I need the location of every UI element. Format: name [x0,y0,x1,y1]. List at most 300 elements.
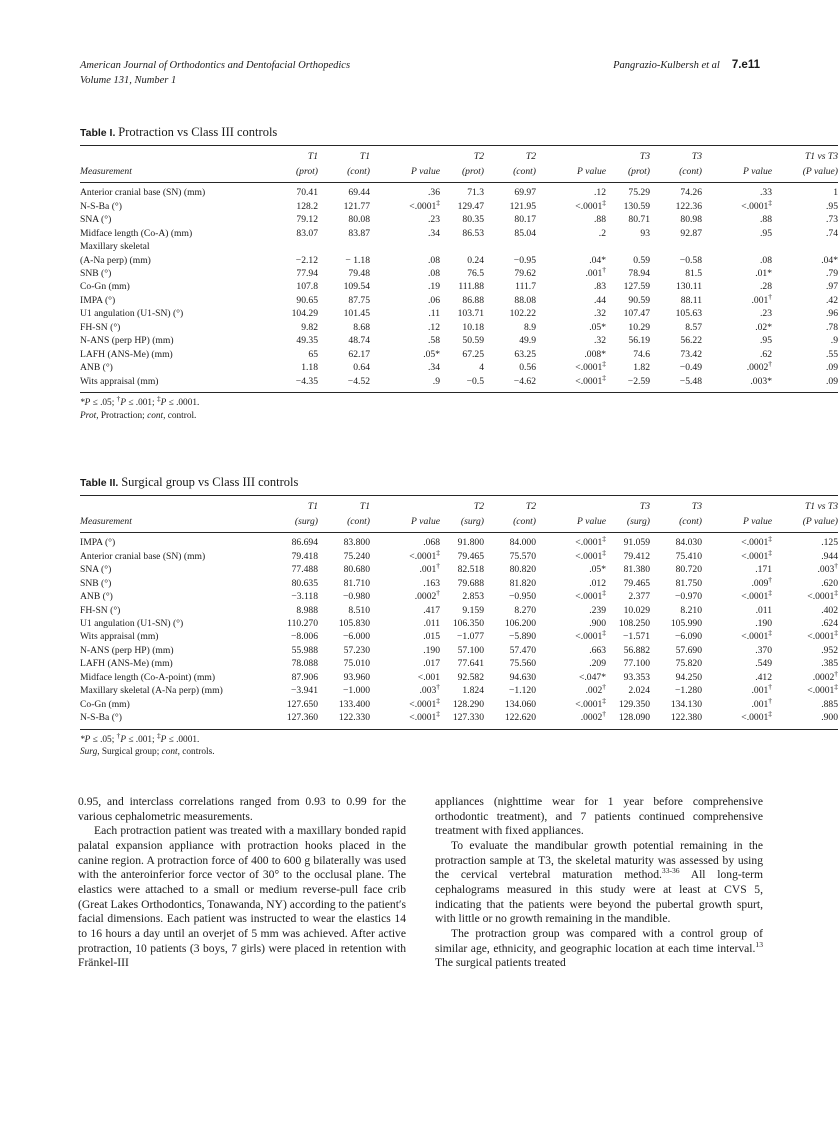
measurement-label: U1 angulation (U1-SN) (°) [80,618,184,629]
measurement-label: Wits appraisal (mm) [80,631,159,643]
table-1-head-t3cont-top: T3 [664,146,716,166]
cell-value: 10.29 [628,321,650,333]
cell-value: .068 [423,537,440,549]
journal-name: American Journal of Orthodontics and Dentofacial Orthopedics [80,60,351,71]
cell-value: .001† [419,560,440,576]
cell-value: 80.98 [680,214,702,226]
cell-value: 56.22 [680,335,702,347]
cell-value: 109.54 [343,281,370,293]
cell-value: .04* [589,254,606,266]
table-row [80,658,838,671]
cell-value: .2 [598,227,606,239]
cell-value: .19 [428,281,440,293]
table-2-head-measurement: Measurement [80,516,280,533]
table-row [80,698,838,711]
measurement-label: N-S-Ba (°) [80,200,122,212]
cell-value: <.0001‡ [409,547,440,562]
cell-value: −0.980 [343,591,370,603]
cell-value: 74.26 [680,187,702,199]
cell-value: .0002† [812,668,838,683]
cell-value: <.0001‡ [807,587,838,603]
cell-value: .01* [755,268,772,279]
cell-value: −2.59 [612,375,664,393]
table-2-head-blank [80,496,280,516]
cell-value: 75.570 [509,550,536,562]
cell-value: <.0001‡ [575,534,606,549]
cell-value: .900 [778,712,838,730]
cell-value [716,241,778,254]
cell-value: .003† [817,560,838,576]
cell-value [778,241,838,254]
cell-value: 91.800 [457,537,484,549]
cell-value: 9.82 [301,321,318,333]
cell-value: 94.250 [675,671,702,683]
cell-value [550,241,612,254]
cell-value: 102.22 [509,308,536,320]
paragraph-appliances: appliances (nighttime wear for 1 year before comprehensive orthodontic treatment), and 7 patients continued comprehensive treatment with fixed appliances. [435,795,763,838]
cell-value: 81.710 [343,577,370,589]
cell-value: 127.330 [446,712,498,730]
cell-value: 85.04 [514,227,536,239]
cell-value: <.0001‡ [741,628,772,643]
table-row [80,268,838,281]
cell-value: .001† [751,695,772,710]
running-head [80,58,760,88]
table-1-head-p2: P value [550,166,612,183]
cell-value: .32 [594,335,606,347]
cell-value: 88.11 [680,294,702,306]
cell-value: 111.7 [515,281,536,293]
cell-value: −4.62 [498,375,550,393]
cell-value: 75.820 [675,658,702,670]
cell-value: <.0001‡ [550,375,612,393]
cell-value: <.047* [579,671,606,683]
measurement-label: ANB (°) [80,591,113,603]
cell-value: <.0001‡ [575,628,606,643]
cell-value: 93 [640,227,650,239]
table-row [80,183,838,201]
cell-value: 106.350 [452,618,484,629]
cell-value: .190 [755,618,772,629]
cell-value: .9 [384,375,446,393]
cell-value: 69.44 [348,187,370,199]
cell-value: .55 [826,348,838,360]
table-2-head-t1vst3-sub: (P value) [778,516,838,533]
cell-value: .95 [826,200,838,212]
cell-value: .663 [589,644,606,656]
cell-value: 49.35 [296,335,318,347]
cell-value: 133.400 [338,698,370,710]
cell-value: <.0001‡ [575,695,606,710]
cell-value: 8.68 [353,321,370,333]
table-row [80,254,838,267]
cell-value: .12 [594,187,606,199]
measurement-label: Anterior cranial base (SN) (mm) [80,550,206,562]
cell-value: 121.95 [509,200,536,212]
citation-33-36: 33-36 [661,866,680,876]
paragraph-control-group [435,927,763,971]
cell-value: 0.56 [519,362,536,374]
table-row [80,241,838,254]
cell-value: 91.059 [623,537,650,549]
table-2-head-t2cont-top: T2 [498,496,550,516]
cell-value: .58 [428,335,440,347]
cell-value: 73.42 [680,348,702,360]
measurement-label: FH-SN (°) [80,321,121,333]
volume-issue: Volume 131, Number 1 [80,75,177,86]
table-row [80,712,838,730]
cell-value: 0.59 [633,254,650,266]
cell-value: 81.820 [509,577,536,589]
cell-value: .017 [423,658,440,670]
cell-value: 67.25 [462,348,484,360]
cell-value: .44 [594,294,606,306]
cell-value: .05* [589,321,606,333]
cell-value: 86.88 [462,294,484,306]
paragraph-continuation: 0.95, and interclass correlations ranged from 0.93 to 0.99 for the various cephalometric measurements. [78,795,406,823]
table-1-head-t3prot-sub: (prot) [612,166,664,183]
cell-value: 86.53 [462,227,484,239]
measurement-label: Co-Gn (mm) [80,698,130,710]
table-row [80,591,838,604]
measurement-label: Midface length (Co-A-point) (mm) [80,671,216,683]
cell-value: .09 [826,362,838,374]
cell-value: −1.077 [457,631,484,643]
table-1-body [80,183,838,393]
cell-value: <.0001‡ [575,359,606,374]
cell-value: .28 [760,281,772,293]
cell-value: .0002† [414,587,440,603]
table-2 [80,495,838,730]
cell-value: 8.988 [296,604,318,616]
cell-value: .9 [830,335,838,347]
cell-value: 80.720 [675,564,702,576]
cell-value: 121.77 [343,200,370,212]
cell-value: 80.35 [462,214,484,226]
cell-value: 129.350 [618,698,650,710]
body-left-column [78,795,406,971]
citation-13: 13 [755,939,763,949]
cell-value: 0.24 [467,254,484,266]
table-2-head-t1cont-top: T1 [332,496,384,516]
cell-value: 105.63 [675,308,702,320]
cell-value: 1 [833,187,838,199]
cell-value: <.0001‡ [807,628,838,643]
sentence-maturity-a: To evaluate the mandibular growth potential remaining in the protraction sample at T3, the skeletal maturity was assessed by using the cervical vertebral maturation method. [435,838,763,882]
table-1-head-p2-top [550,146,612,166]
cell-value: −4.35 [280,375,332,393]
cell-value: 127.650 [286,698,318,710]
cell-value [664,241,716,254]
table-row [80,308,838,321]
table-1-head-t1cont-sub: (cont) [332,166,384,183]
cell-value: 122.36 [675,200,702,212]
cell-value: 8.210 [680,604,702,616]
cell-value: 79.12 [296,214,318,226]
cell-value: 79.465 [457,550,484,562]
cell-value: −0.95 [513,254,536,266]
table-1-head-blank [80,146,280,166]
sentence-control-a: The protraction group was compared with a control group of similar age, ethnicity, and geographic location at each time interval. [435,926,763,955]
cell-value: 50.59 [462,335,484,347]
cell-value: .95 [760,227,772,239]
table-2-label: Table II. [80,477,119,489]
table-1-head-t3cont-sub: (cont) [664,166,716,183]
cell-value: .08 [428,268,440,279]
cell-value: .23 [428,214,440,226]
table-1-head-t1vst3-sub: (P value) [778,166,838,183]
cell-value: 105.990 [670,618,702,629]
cell-value: −6.090 [675,631,702,643]
cell-value: 101.45 [343,308,370,320]
cell-value: 80.71 [628,214,650,226]
measurement-label: Maxillary skeletal (A-Na perp) (mm) [80,685,223,697]
cell-value: .04* [821,254,838,266]
cell-value: 127.360 [280,712,332,730]
cell-value: − 1.18 [345,254,370,266]
cell-value: 1.18 [301,362,318,374]
cell-value: <.0001‡ [807,682,838,697]
cell-value: .402 [821,604,838,616]
cell-value: .001† [585,264,606,279]
table-row [80,577,838,590]
cell-value: .900 [589,618,606,629]
cell-value: 63.25 [514,348,536,360]
table-row [80,685,838,698]
cell-value: 90.59 [628,294,650,306]
cell-value: .36 [428,187,440,199]
cell-value: 105.830 [338,618,370,629]
cell-value: 8.510 [348,604,370,616]
cell-value: 79.48 [348,268,370,279]
cell-value: 75.560 [509,658,536,670]
cell-value: .05* [423,348,440,360]
table-row [80,604,838,617]
cell-value: .97 [826,281,838,293]
table-1-head-t2prot-top: T2 [446,146,498,166]
table-2-head-t3cont-sub: (cont) [664,516,716,533]
table-1-head-p1: P value [384,166,446,183]
cell-value: 10.029 [623,604,650,616]
table-row [80,200,838,213]
cell-value: 77.641 [457,658,484,670]
cell-value: 93.353 [623,671,650,683]
cell-value: .012 [589,577,606,589]
cell-value: 79.465 [623,577,650,589]
cell-value: 92.582 [457,671,484,683]
cell-value: .34 [428,227,440,239]
cell-value: 83.07 [296,227,318,239]
cell-value: −0.58 [679,254,702,266]
cell-value: 80.08 [348,214,370,226]
cell-value: 129.47 [457,200,484,212]
table-row [80,362,838,375]
measurement-label: N-ANS (perp HP) (mm) [80,335,174,347]
cell-value: 65 [308,348,318,360]
cell-value: 0.64 [353,362,370,374]
cell-value: 79.688 [457,577,484,589]
table-1-notes [80,393,760,422]
cell-value: .23 [760,308,772,320]
paragraph-protraction-protocol: Each protraction patient was treated with a maxillary bonded rapid palatal expansion appliance with protraction hooks placed in the canine region. A protraction force of 400 to 600 g bilaterally was used with the anteroinferior force vector of 30° to the occlusal plane. The elastics were attached to a small or medium reverse-pull face crib (Great Lakes Orthodontics, Tonawanda, NY) according to the patient′s facial dimensions. Each patient was instructed to wear the elastics 14 to 16 hours a day until an overjet of 5 mm was achieved. After active protraction, 10 patients (3 boys, 7 girls) were placed in retention with Fränkel-III [78,824,406,970]
cell-value: 9.159 [462,604,484,616]
cell-value: 55.988 [291,644,318,656]
cell-value: .73 [826,214,838,226]
cell-value: −1.000 [343,685,370,697]
cell-value: .417 [423,604,440,616]
cell-value: −1.120 [509,685,536,697]
cell-value: 8.9 [524,321,536,333]
cell-value: 75.29 [628,187,650,199]
cell-value: 122.380 [664,712,716,730]
cell-value: .163 [423,577,440,589]
cell-value: 104.29 [291,308,318,320]
cell-value: 8.270 [514,604,536,616]
table-1 [80,145,838,393]
cell-value: .003* [716,375,778,393]
page-folio: 7.e11 [731,59,760,71]
cell-value: 49.9 [519,335,536,347]
cell-value: −0.5 [446,375,498,393]
cell-value: .62 [760,348,772,360]
body-text [78,795,764,971]
table-row [80,281,838,294]
cell-value: 90.65 [296,294,318,306]
cell-value [498,241,550,254]
table-2-block [80,475,838,759]
table-row [80,335,838,348]
cell-value: −1.280 [675,685,702,697]
table-row [80,321,838,334]
table-2-head-p3-top [716,496,778,516]
cell-value: 2.377 [628,591,650,603]
cell-value: 80.635 [291,577,318,589]
cell-value: 128.290 [452,698,484,710]
cell-value: 83.87 [348,227,370,239]
table-2-head-t3surg-sub: (surg) [612,516,664,533]
table-1-head-t1prot-sub: (prot) [280,166,332,183]
table-1-head-p3: P value [716,166,778,183]
cell-value: .015 [423,631,440,643]
table-row [80,631,838,644]
table-2-head-p3: P value [716,516,778,533]
cell-value: .02* [755,321,772,333]
cell-value: <.0001‡ [741,534,772,549]
cell-value: <.0001‡ [575,587,606,603]
cell-value: .885 [821,698,838,710]
cell-value: 79.418 [291,550,318,562]
cell-value: <.0001‡ [716,712,778,730]
cell-value: −3.941 [291,685,318,697]
cell-value: 10.18 [462,321,484,333]
cell-value: 122.620 [498,712,550,730]
measurement-label: LAFH (ANS-Me) (mm) [80,658,173,670]
cell-value [612,241,664,254]
paragraph-skeletal-maturity [435,839,763,927]
cell-value: −8.006 [291,631,318,643]
cell-value: 77.94 [296,268,318,279]
cell-value: <.0001‡ [384,712,446,730]
table-2-head-p2-top [550,496,612,516]
table-2-head-p2: P value [550,516,612,533]
cell-value: .008* [584,348,606,360]
table-2-abbrev-note: Surg, Surgical group; cont, controls. [80,747,215,758]
cell-value [332,241,384,254]
measurement-label: FH-SN (°) [80,604,121,616]
cell-value: .549 [755,658,772,670]
table-1-head-t3prot-top: T3 [612,146,664,166]
cell-value: <.0001‡ [741,197,772,212]
cell-value: .011 [423,618,440,629]
measurement-label: ANB (°) [80,362,113,374]
cell-value: 107.8 [296,281,318,293]
table-2-caption [80,475,760,490]
cell-value: .08 [428,254,440,266]
cell-value: <.0001‡ [575,547,606,562]
cell-value: 94.630 [509,671,536,683]
cell-value: 75.240 [343,550,370,562]
cell-value: 4 [479,362,484,374]
measurement-label: U1 angulation (U1-SN) (°) [80,308,184,320]
table-1-head-p3-top [716,146,778,166]
cell-value: 75.410 [675,550,702,562]
cell-value: .190 [423,644,440,656]
cell-value: .001† [751,682,772,697]
table-row [80,295,838,308]
table-row [80,348,838,361]
cell-value: 81.380 [623,564,650,576]
cell-value: −5.890 [509,631,536,643]
table-2-head-p1: P value [384,516,446,533]
cell-value: .08 [760,254,772,266]
cell-value: 1.82 [633,362,650,374]
cell-value: 71.3 [467,187,484,199]
cell-value: 82.518 [457,564,484,576]
cell-value: <.0001‡ [741,587,772,603]
cell-value: .171 [755,564,772,576]
cell-value: 134.130 [670,698,702,710]
measurement-label: SNA (°) [80,214,112,226]
cell-value: 69.97 [514,187,536,199]
cell-value: .624 [821,618,838,629]
cell-value: 2.024 [628,685,650,697]
cell-value: 88.08 [514,294,536,306]
cell-value: .003† [419,682,440,697]
measurement-label: SNB (°) [80,577,112,589]
cell-value: .79 [826,268,838,279]
measurement-label: N-S-Ba (°) [80,712,280,730]
table-1-title: Protraction vs Class III controls [118,125,278,139]
cell-value: .78 [826,321,838,333]
measurement-label: (A-Na perp) (mm) [80,254,151,266]
cell-value: 57.100 [457,644,484,656]
cell-value: .12 [428,321,440,333]
cell-value [384,241,446,254]
cell-value: −0.970 [675,591,702,603]
cell-value: .239 [589,604,606,616]
table-2-significance-note: *P ≤ .05; †P ≤ .001; ‡P ≤ .0001. [80,730,200,745]
cell-value: 93.960 [343,671,370,683]
cell-value: 56.19 [628,335,650,347]
cell-value: 62.17 [348,348,370,360]
measurement-label: Co-Gn (mm) [80,281,130,293]
table-row [80,214,838,227]
cell-value: 110.270 [287,618,318,629]
cell-value: 111.88 [458,281,484,293]
cell-value: −4.52 [332,375,384,393]
table-row [80,671,838,684]
cell-value: 1.824 [462,685,484,697]
